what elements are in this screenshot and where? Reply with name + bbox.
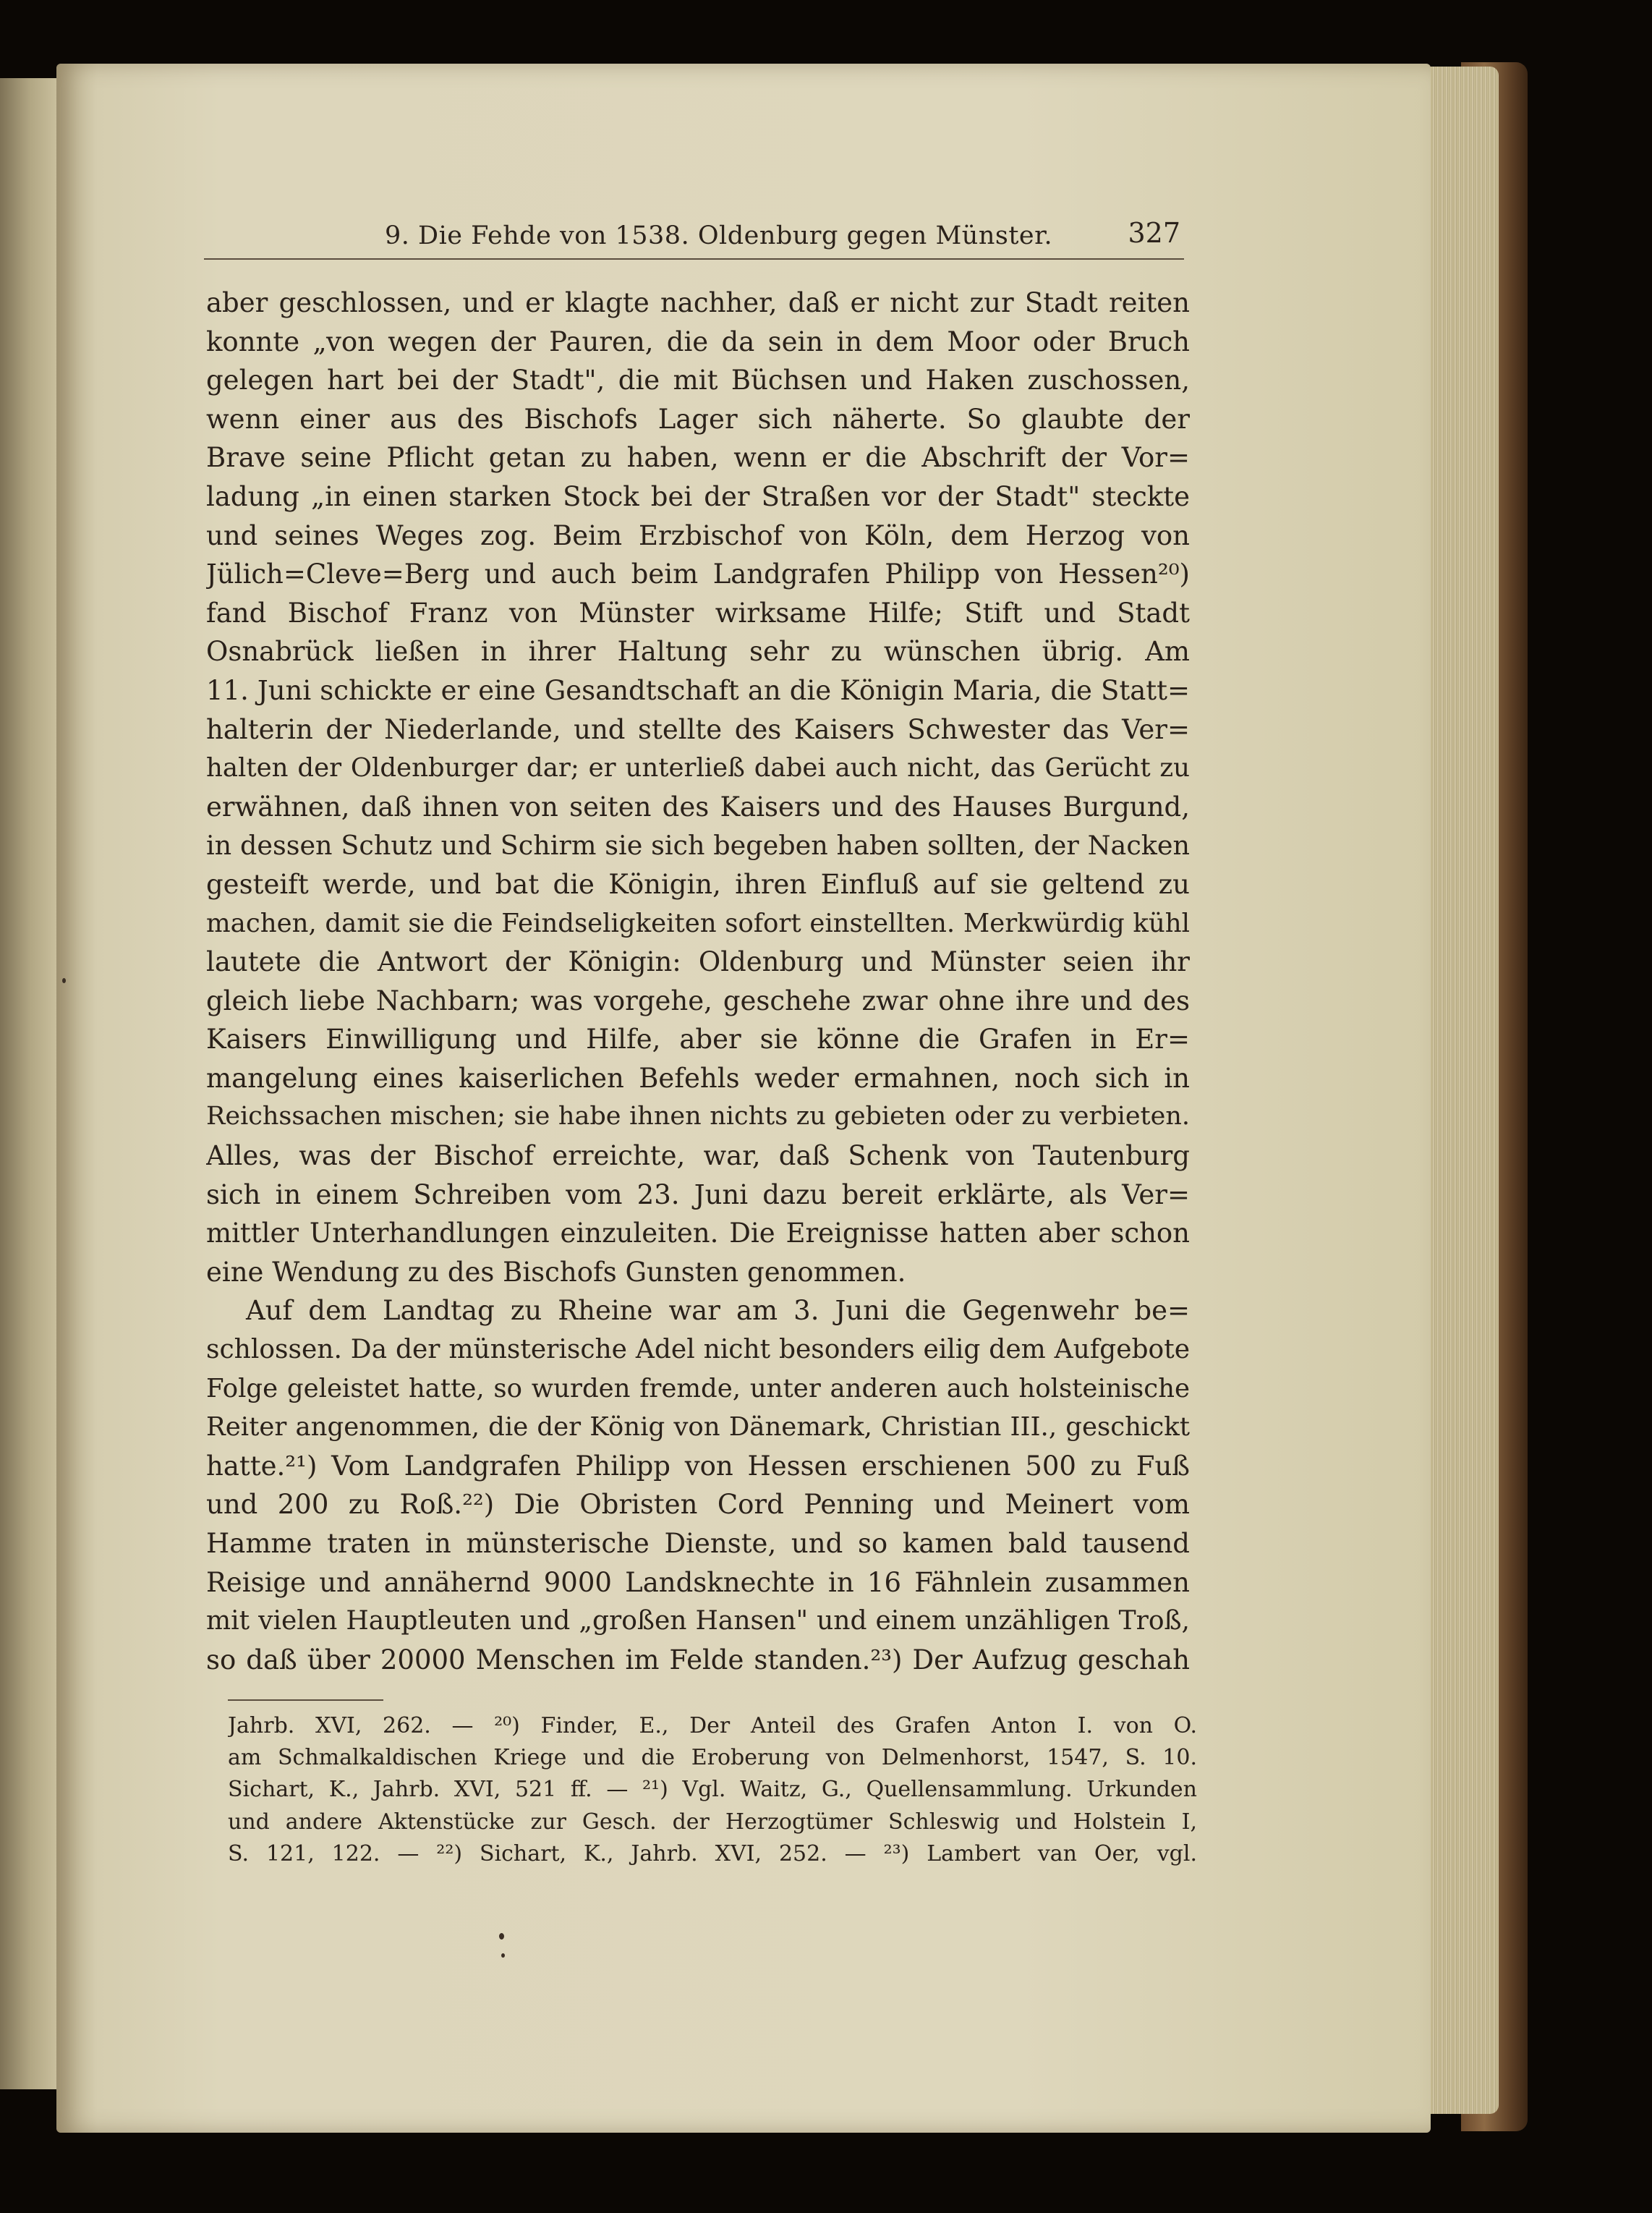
text-line: Alles, was der Bischof erreichte, war, daß Schenk von Tautenburg <box>206 1140 1190 1172</box>
text-line: wenn einer aus des Bischofs Lager sich näherte. So glaubte der <box>206 403 1190 435</box>
text-line: mit vielen Hauptleuten und „großen Hansen" und einem unzähligen Troß, <box>206 1606 1190 1636</box>
footnote-line: S. 121, 122. — ²²) Sichart, K., Jahrb. XVI, 252. — ²³) Lambert van Oer, vgl. <box>228 1840 1197 1866</box>
text-line: halterin der Niederlande, und stellte des Kaisers Schwester das Ver= <box>206 713 1190 745</box>
text-line: ladung „in einen starken Stock bei der Straßen vor der Stadt" steckte <box>206 480 1190 512</box>
footnote-line: Sichart, K., Jahrb. XVI, 521 ff. — ²¹) Vgl. Waitz, G., Quellensammlung. Urkunden <box>228 1777 1197 1803</box>
text-line: Osnabrück ließen in ihrer Haltung sehr zu wünschen übrig. Am <box>206 636 1190 668</box>
text-line: und seines Weges zog. Beim Erzbischof von Köln, dem Herzog von <box>206 519 1190 551</box>
text-line: sich in einem Schreiben vom 23. Juni dazu bereit erklärte, als Ver= <box>206 1178 1190 1210</box>
text-line: mangelung eines kaiserlichen Befehls weder ermahnen, noch sich in <box>206 1062 1190 1094</box>
text-line: aber geschlossen, und er klagte nachher, daß er nicht zur Stadt reiten <box>206 287 1190 318</box>
text-line: mittler Unterhandlungen einzuleiten. Die Ereignisse hatten aber schon <box>206 1218 1190 1249</box>
text-line: Jülich=Cleve=Berg und auch beim Landgrafen Philipp von Hessen²⁰) <box>206 558 1190 590</box>
footnotes <box>228 1710 1197 1870</box>
text-line: hatte.²¹) Vom Landgrafen Philipp von Hessen erschienen 500 zu Fuß <box>206 1450 1190 1482</box>
text-line: lautete die Antwort der Königin: Oldenburg und Münster seien ihr <box>206 946 1190 978</box>
header-rule <box>204 258 1184 260</box>
text-line: Reiter angenommen, die der König von Dänemark, Christian III., geschickt <box>206 1412 1190 1443</box>
text-line: machen, damit sie die Feindseligkeiten sofort einstellten. Merkwürdig kühl <box>206 908 1190 938</box>
footnote-line: Jahrb. XVI, 262. — ²⁰) Finder, E., Der Anteil des Grafen Anton I. von O. <box>228 1713 1197 1738</box>
text-line: fand Bischof Franz von Münster wirksame Hilfe; Stift und Stadt <box>206 597 1190 629</box>
text-line: 11. Juni schickte er eine Gesandtschaft an die Königin Maria, die Statt= <box>206 674 1190 706</box>
text-line: Folge geleistet hatte, so wurden fremde, unter anderen auch holsteinische <box>206 1373 1190 1403</box>
footnote-line: und andere Aktenstücke zur Gesch. der Herzogtümer Schleswig und Holstein I, <box>228 1809 1197 1835</box>
paper-speck <box>501 1953 505 1958</box>
text-line: gesteift werde, und bat die Königin, ihren Einfluß auf sie geltend zu <box>206 868 1190 900</box>
text-line: halten der Oldenburger dar; er unterließ dabei auch nicht, das Gerücht zu <box>206 753 1190 783</box>
text-line: gleich liebe Nachbarn; was vorgehe, geschehe zwar ohne ihre und des <box>206 985 1190 1016</box>
footnote-line: am Schmalkaldischen Kriege und die Eroberung von Delmenhorst, 1547, S. 10. <box>228 1745 1197 1771</box>
paper-speck <box>499 1933 504 1940</box>
text-line: Reisige und annähernd 9000 Landsknechte in 16 Fähnlein zusammen <box>206 1566 1190 1598</box>
text-line: und 200 zu Roß.²²) Die Obristen Cord Penning und Meinert vom <box>206 1489 1190 1521</box>
text-line: Hamme traten in münsterische Dienste, und so kamen bald tausend <box>206 1528 1190 1559</box>
text-line: schlossen. Da der münsterische Adel nicht besonders eilig dem Aufgebote <box>206 1335 1190 1365</box>
text-line: erwähnen, daß ihnen von seiten des Kaisers und des Hauses Burgund, <box>206 791 1190 823</box>
text-line: gelegen hart bei der Stadt", die mit Büchsen und Haken zuschossen, <box>206 365 1190 396</box>
running-header <box>204 214 1188 258</box>
paper-speck <box>62 978 66 983</box>
running-title: 9. Die Fehde von 1538. Oldenburg gegen Münster. <box>385 221 1053 250</box>
body-text <box>206 284 1190 1679</box>
text-line: Reichssachen mischen; sie habe ihnen nichts zu gebieten oder zu verbieten. <box>206 1102 1190 1131</box>
text-line: Kaisers Einwilligung und Hilfe, aber sie könne die Grafen in Er= <box>206 1024 1190 1055</box>
text-line: eine Wendung zu des Bischofs Gunsten genommen. <box>206 1256 906 1288</box>
page-number: 327 <box>1128 217 1180 249</box>
text-line: Brave seine Pflicht getan zu haben, wenn er die Abschrift der Vor= <box>206 442 1190 474</box>
text-line: Auf dem Landtag zu Rheine war am 3. Juni die Gegenwehr be= <box>246 1295 1190 1327</box>
text-line: so daß über 20000 Menschen im Felde standen.²³) Der Aufzug geschah <box>206 1644 1190 1675</box>
text-line: konnte „von wegen der Pauren, die da sein in dem Moor oder Bruch <box>206 326 1190 357</box>
footnote-rule <box>228 1699 383 1701</box>
text-line: in dessen Schutz und Schirm sie sich begeben haben sollten, der Nacken <box>206 830 1190 862</box>
